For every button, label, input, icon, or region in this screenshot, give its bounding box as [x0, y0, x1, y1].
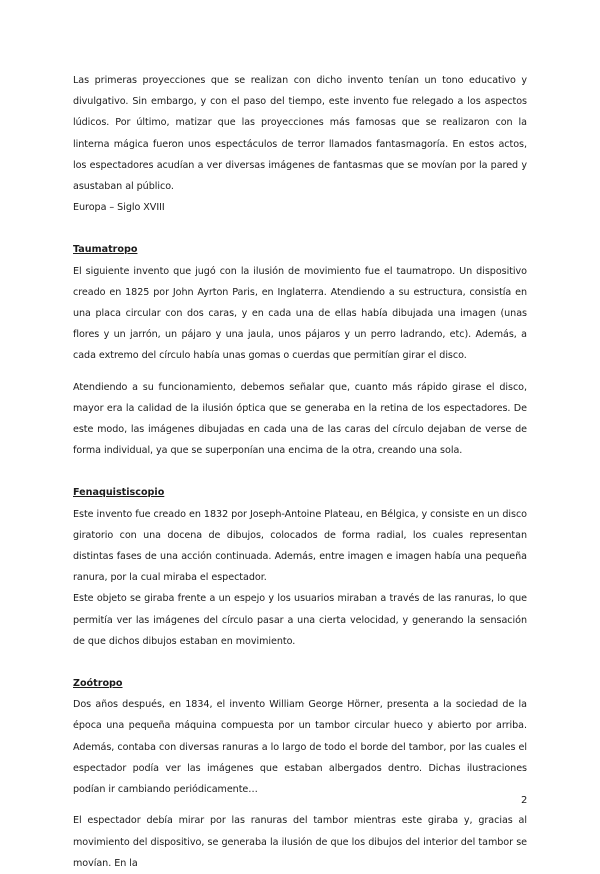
page-number: 2	[521, 795, 528, 806]
page-content	[73, 70, 527, 874]
intro-caption: Europa – Siglo XVIII	[73, 202, 165, 214]
zootropo-paragraph-1: Dos años después, en 1834, el invento William George Hörner, presenta a la sociedad de la época una pequeña máquina compuesta por un tambor circular hueco y abierto por arriba. Además, contaba con diversas ranuras a lo largo de todo el borde del tambor, por las cuales el espectador podía ver las imágenes que estaban albergados dentro. Dichas ilustraciones podían ir cambiando periódicamente…	[73, 699, 527, 796]
heading-taumatropo: Taumatropo	[73, 244, 138, 256]
taumatropo-paragraph-1: El siguiente invento que jugó con la ilusión de movimiento fue el taumatropo. Un dispositivo creado en 1825 por John Ayrton Paris, en Inglaterra. Atendiendo a su estructura, consistía en una placa circular con dos caras, y en cada una de ellas había dibujada una imagen (unas flores y un jarrón, un pájaro y una jaula, unos pájaros y un perro ladrando, etc). Además, a cada extremo del círculo había unas gomas o cuerdas que permitían girar el disco.	[73, 265, 527, 362]
heading-fenaquistiscopio: Fenaquistiscopio	[73, 487, 165, 499]
taumatropo-paragraph-2: Atendiendo a su funcionamiento, debemos señalar que, cuanto más rápido girase el disco, mayor era la calidad de la ilusión óptica que se generaba en la retina de los espectadores. De este modo, las imágenes dibujadas en cada una de las caras del círculo dejaban de verse de forma individual, ya que se superponían una encima de la otra, creando una sola.	[73, 381, 527, 457]
intro-paragraph: Las primeras proyecciones que se realizan con dicho invento tenían un tono educativo y divulgativo. Sin embargo, y con el paso del tiempo, este invento fue relegado a los aspectos lúdicos. Por último, matizar que las proyecciones más famosas que se realizaron con la linterna mágica fueron unos espectáculos de terror llamados fantasmagoría. En estos actos, los espectadores acudían a ver diversas imágenes de fantasmas que se movían por la pared y asustaban al público.	[73, 75, 527, 193]
fenaquistiscopio-paragraph-2: Este objeto se giraba frente a un espejo y los usuarios miraban a través de las ranuras, lo que permitía ver las imágenes del círculo pasar a una cierta velocidad, y generando la sensación de que dichos dibujos estaban en movimiento.	[73, 593, 527, 647]
fenaquistiscopio-paragraph-1: Este invento fue creado en 1832 por Joseph-Antoine Plateau, en Bélgica, y consiste en un disco giratorio con una docena de dibujos, colocados de forma radial, los cuales representan distintas fases de una acción continuada. Además, entre imagen e imagen había una pequeña ranura, por la cual miraba el espectador.	[73, 508, 527, 584]
heading-zootropo: Zoótropo	[73, 678, 123, 690]
zootropo-paragraph-2: El espectador debía mirar por las ranuras del tambor mientras este giraba y, gracias al movimiento del dispositivo, se generaba la ilusión de que los dibujos del interior del tambor se movían. En la	[73, 815, 527, 869]
